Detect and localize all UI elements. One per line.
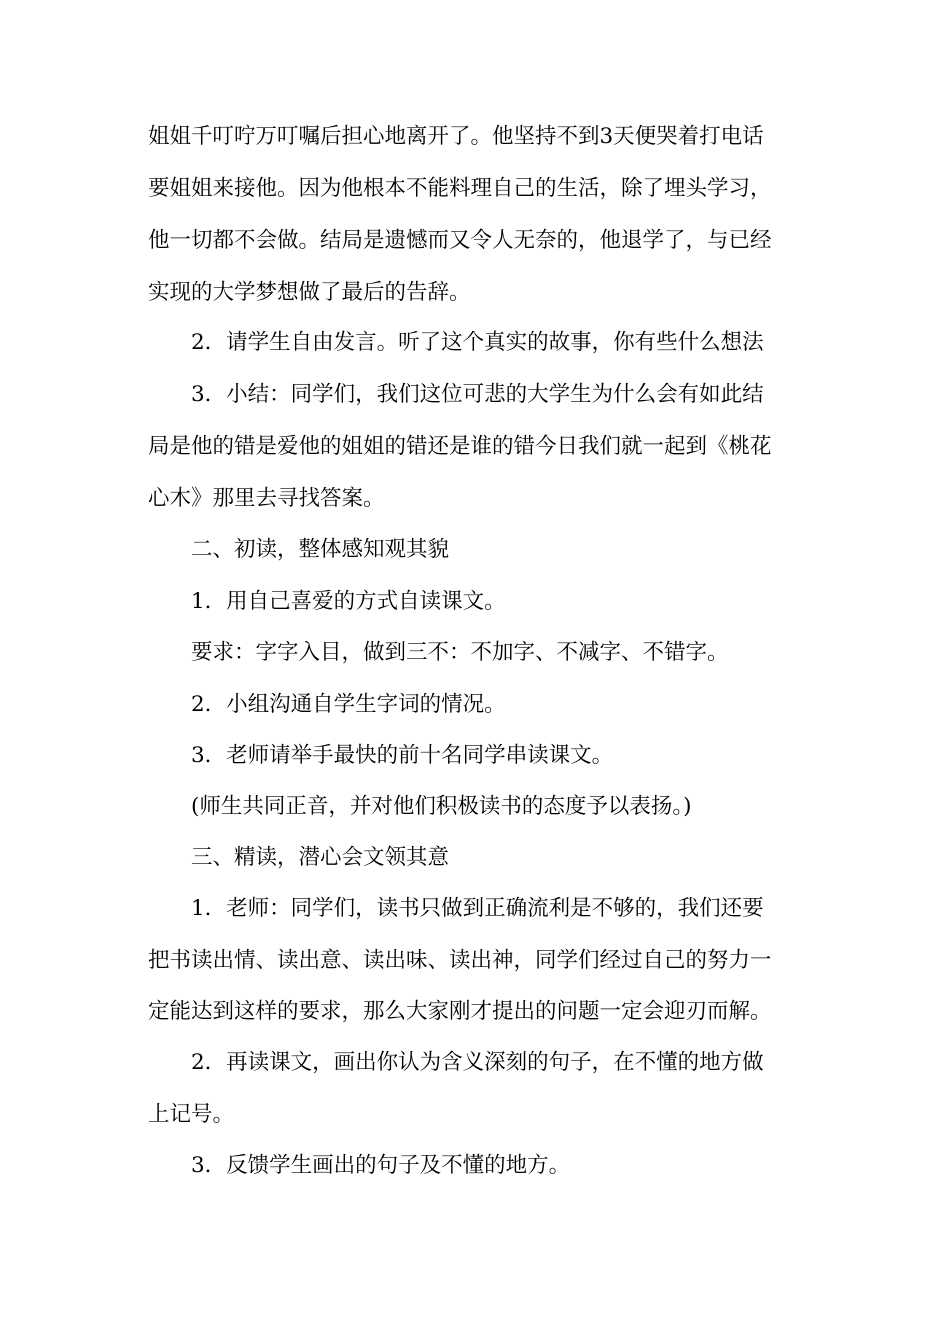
text-line: 3．小结：同学们，我们这位可悲的大学生为什么会有如此结 (191, 382, 764, 407)
text-line: 2．小组沟通自学生字词的情况。 (191, 692, 506, 717)
text-line: 3．老师请举手最快的前十名同学串读课文。 (191, 743, 614, 768)
text-line: 1．老师：同学们，读书只做到正确流利是不够的，我们还要 (191, 896, 764, 921)
text-line: 姐姐千叮咛万叮嘱后担心地离开了。他坚持不到3天便哭着打电话 (148, 124, 764, 149)
text-line: 心木》那里去寻找答案。 (148, 486, 385, 511)
text-line: 实现的大学梦想做了最后的告辞。 (148, 280, 471, 305)
text-line: 把书读出情、读出意、读出味、读出神，同学们经过自己的努力一 (148, 948, 772, 973)
text-line: 3．反馈学生画出的句子及不懂的地方。 (191, 1153, 571, 1178)
text-line: 上记号。 (148, 1102, 235, 1127)
section-heading: 二、初读，整体感知观其貌 (191, 537, 450, 562)
text-line: (师生共同正音，并对他们积极读书的态度予以表扬。) (191, 794, 692, 819)
section-heading: 三、精读，潜心会文领其意 (191, 845, 450, 870)
text-line: 定能达到这样的要求，那么大家刚才提出的问题一定会迎刃而解。 (148, 999, 772, 1024)
text-line: 他一切都不会做。结局是遗憾而又令人无奈的，他退学了，与已经 (148, 228, 772, 253)
text-line: 2．再读课文，画出你认为含义深刻的句子，在不懂的地方做 (191, 1050, 764, 1075)
text-line: 1．用自己喜爱的方式自读课文。 (191, 589, 506, 614)
text-line: 局是他的错是爱他的姐姐的错还是谁的错今日我们就一起到《桃花 (148, 434, 772, 459)
text-line: 要求：字字入目，做到三不：不加字、不减字、不错字。 (191, 640, 729, 665)
text-line: 要姐姐来接他。因为他根本不能料理自己的生活，除了埋头学习， (148, 176, 772, 201)
text-line: 2．请学生自由发言。听了这个真实的故事，你有些什么想法 (191, 330, 764, 355)
